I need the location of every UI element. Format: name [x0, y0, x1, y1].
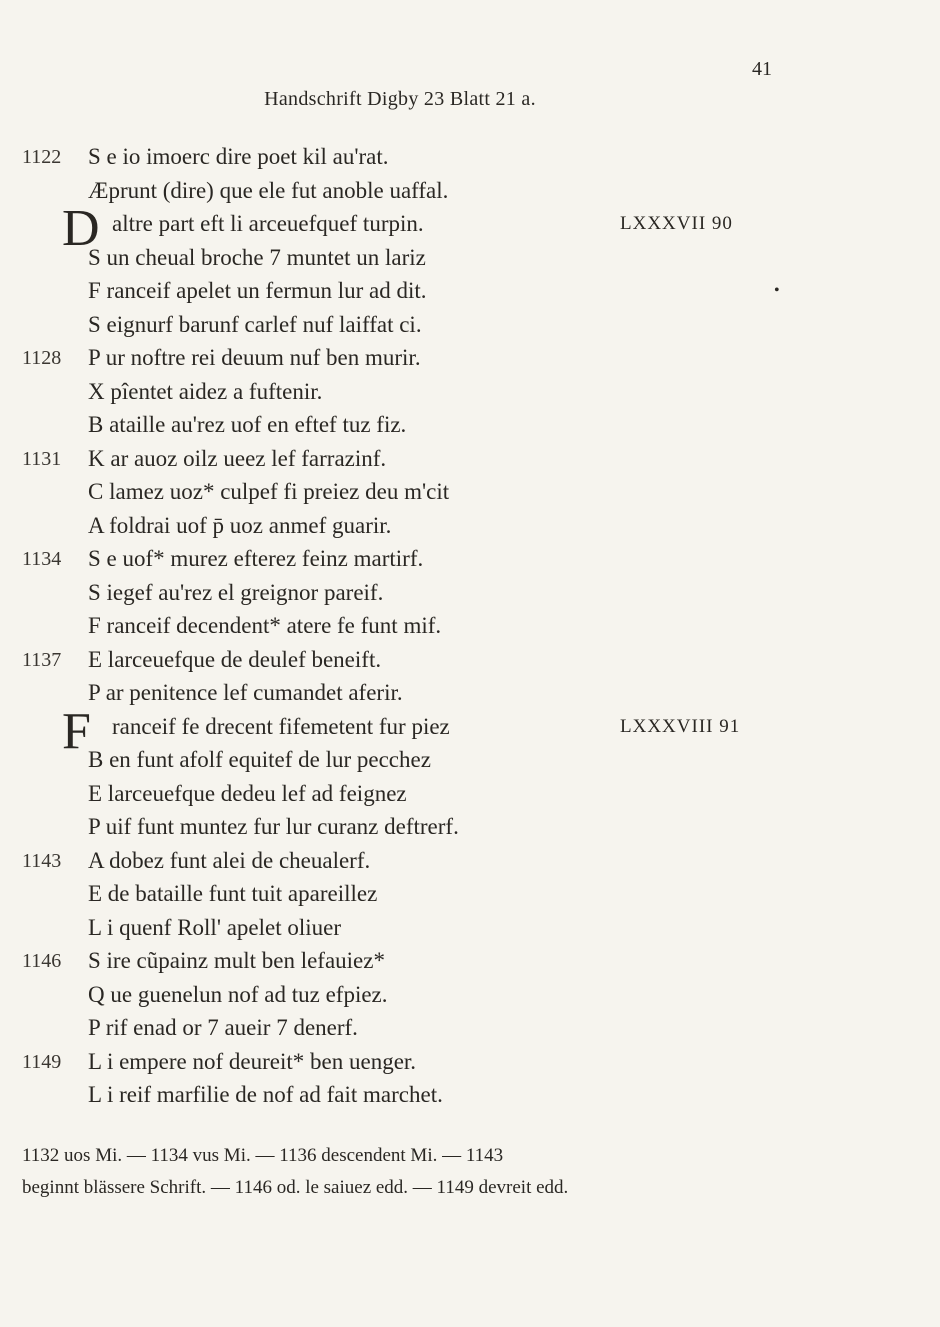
line-number: 1146	[22, 950, 62, 972]
verse-text: S iegef au'rez el greignor pareif.	[88, 579, 384, 605]
line-number: 1143	[22, 849, 62, 872]
verse-line	[0, 442, 940, 476]
verse-line	[0, 341, 940, 375]
line-number: 1131	[22, 447, 62, 470]
verse-text: A foldrai uof p̄ uoz anmef guarir.	[88, 512, 392, 538]
line-number: 1149	[22, 1050, 62, 1073]
verse-line	[0, 174, 940, 208]
verse-line	[0, 475, 940, 509]
decorated-initial: F	[62, 702, 91, 760]
verse-text: E larceuefque de deulef beneift.	[88, 646, 382, 672]
verse-line	[0, 609, 940, 643]
verse-line	[0, 241, 940, 275]
line-number: 1128	[22, 347, 62, 369]
verse-line	[0, 1045, 940, 1079]
verse-line	[0, 308, 940, 342]
verse-line	[0, 844, 940, 878]
footnote-line: 1132 uos Mi. — 1134 vus Mi. — 1136 descendent Mi. — 1143	[22, 1145, 504, 1166]
verse-line	[0, 676, 940, 710]
footnotes	[22, 1140, 782, 1204]
verse-line	[0, 274, 940, 308]
verse-line	[0, 810, 940, 844]
verse-text: C lamez uoz* culpef fi preiez deu m'cit	[88, 479, 450, 504]
verse-line	[0, 375, 940, 409]
verse-text: F ranceif apelet un fermun lur ad dit.	[88, 278, 427, 303]
verse-line	[0, 1078, 940, 1112]
verse-line	[0, 777, 940, 811]
verse-line	[0, 743, 940, 777]
running-head: Handschrift Digby 23 Blatt 21 a.	[264, 88, 536, 110]
verse-text: Q ue guenelun nof ad tuz efpiez.	[88, 981, 388, 1007]
verse-line	[0, 978, 940, 1012]
verse-text: K ar auoz oilz ueez lef farrazinf.	[88, 445, 387, 471]
verse-text: X pîentet aidez a fuftenir.	[88, 378, 323, 404]
verse-text: L i empere nof deureit* ben uenger.	[88, 1048, 417, 1074]
verse-line	[0, 140, 940, 174]
verse-text: B ataille au'rez uof en eftef tuz fiz.	[88, 412, 407, 437]
verse-line	[0, 542, 940, 576]
margin-mark: •	[774, 282, 780, 299]
verse-line	[0, 643, 940, 677]
verse-text: S ire cũpainz mult ben lefauiez*	[88, 948, 385, 973]
verse-text: P ar penitence lef cumandet aferir.	[88, 680, 403, 705]
verse-text: P uif funt muntez fur lur curanz deftrerf.	[88, 814, 459, 839]
verse-text: L i quenf Roll' apelet oliuer	[88, 914, 342, 940]
verse-text: B en funt afolf equitef de lur pecchez	[88, 747, 431, 772]
footnote-line: beginnt blässere Schrift. — 1146 od. le saiuez edd. — 1149 devreit edd.	[22, 1177, 569, 1198]
verse-text: E larceuefque dedeu lef ad feignez	[88, 780, 407, 806]
verse-text: E de bataille funt tuit apareillez	[88, 881, 378, 906]
verse-text: S eignurf barunf carlef nuf laiffat ci.	[88, 311, 422, 337]
verse-text: ranceif fe drecent fifemetent fur piez	[112, 713, 450, 739]
line-number: 1134	[22, 548, 62, 570]
verse-text: S un cheual broche 7 muntet un lariz	[88, 244, 426, 270]
verse-line	[0, 576, 940, 610]
verse-text: A dobez funt alei de cheualerf.	[88, 847, 371, 873]
decorated-initial: D	[62, 200, 100, 257]
verse-text: F ranceif decendent* atere fe funt mif.	[88, 613, 442, 638]
verse-line	[0, 1011, 940, 1045]
verse-text: L i reif marfilie de nof ad fait marchet.	[88, 1082, 443, 1107]
verse-line	[0, 944, 940, 978]
line-number: 1122	[22, 146, 62, 168]
laisse-number: LXXXVII 90	[620, 213, 733, 234]
line-number: 1137	[22, 648, 62, 671]
verse-line	[0, 877, 940, 911]
verse-line	[0, 911, 940, 945]
verse-text: altre part eft li arceuefquef turpin.	[112, 211, 424, 236]
verse-text: Æprunt (dire) que ele fut anoble uaffal.	[88, 177, 449, 203]
verse-text: S e uof* murez efterez feinz martirf.	[88, 546, 424, 571]
verse-line	[0, 408, 940, 442]
verse-text: P ur noftre rei deuum nuf ben murir.	[88, 345, 421, 370]
page-number: 41	[752, 58, 772, 80]
verse-text: P rif enad or 7 aueir 7 denerf.	[88, 1015, 358, 1040]
verse-line	[0, 509, 940, 543]
verse-text: S e io imoerc dire poet kil au'rat.	[88, 144, 389, 169]
laisse-number: LXXXVIII 91	[620, 715, 741, 737]
